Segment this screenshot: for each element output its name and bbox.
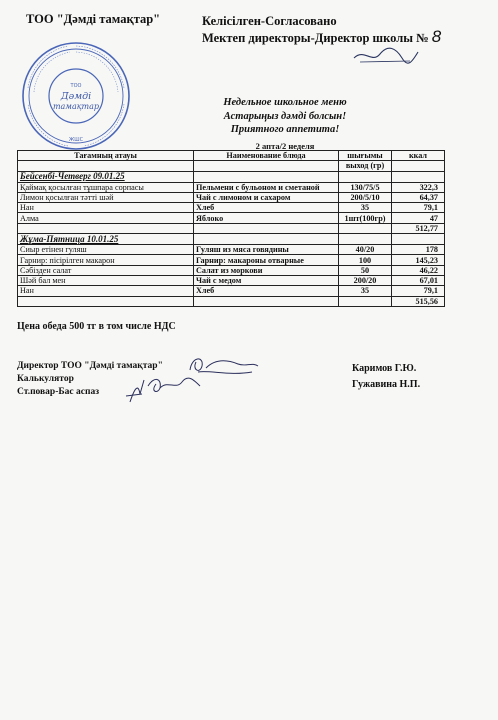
signer-names xyxy=(352,361,420,393)
cell-kcal: 145,23 xyxy=(392,255,445,265)
cell-name-kz: Гарнир: пісірілген макарон xyxy=(18,255,194,265)
menu-title-line-2: Астарыңыз дәмді болсын! xyxy=(223,110,347,122)
stamp-center-line-1: ТОО xyxy=(70,83,82,89)
cell-name-ru: Хлеб xyxy=(194,203,339,213)
total-row xyxy=(18,223,445,233)
cell-name-ru: Чай с медом xyxy=(194,275,339,285)
cell-yield: 35 xyxy=(339,203,392,213)
week-label: 2 апта/2 неделя xyxy=(255,141,315,151)
menu-title-line-3: Приятного аппетита! xyxy=(230,124,340,135)
name-director: Каримов Г.Ю. xyxy=(352,363,417,374)
cell-name-ru: Хлеб xyxy=(194,286,339,296)
stamp-center-line-2: Дәмді xyxy=(60,91,92,102)
cell-name-kz: Сиыр етінен гуляш xyxy=(18,245,194,255)
header-yield-ru: выход (гр) xyxy=(339,161,392,171)
table-row xyxy=(18,203,445,213)
cell-kcal: 64,37 xyxy=(392,192,445,202)
name-calculator: Гужавина Н.П. xyxy=(352,379,421,390)
cell-kcal: 322,3 xyxy=(392,182,445,192)
cell-name-ru: Чай с лимоном и сахаром xyxy=(194,192,339,202)
day-row xyxy=(18,171,445,182)
company-stamp xyxy=(20,40,132,152)
cell-name-ru: Пельмени с бульоном и сметаной xyxy=(194,182,339,192)
company-name: ТОО "Дәмді тамақтар" xyxy=(26,12,161,26)
cell-yield: 35 xyxy=(339,286,392,296)
cell-name-kz: Шәй бал мен xyxy=(18,275,194,285)
cell-name-ru: Салат из моркови xyxy=(194,265,339,275)
table-row xyxy=(18,255,445,265)
school-director-signature xyxy=(350,44,420,66)
cell-name-kz: Лимон қосылған тәтті шәй xyxy=(18,192,194,202)
table-subheader-row xyxy=(18,161,445,171)
cell-name-ru: Яблоко xyxy=(194,213,339,223)
cell-yield: 200/5/10 xyxy=(339,192,392,202)
table-row xyxy=(18,265,445,275)
header-name-ru: Наименование блюда xyxy=(194,151,339,161)
cell-name-kz: Нан xyxy=(18,203,194,213)
menu-title-line-1: Недельное школьное меню xyxy=(223,97,347,108)
cell-yield: 40/20 xyxy=(339,245,392,255)
price-note: Цена обеда 500 тг в том числе НДС xyxy=(17,321,176,332)
cell-kcal: 178 xyxy=(392,245,445,255)
cell-kcal: 79,1 xyxy=(392,203,445,213)
cell-yield: 130/75/5 xyxy=(339,182,392,192)
signer-calculator: Калькулятор xyxy=(17,374,74,384)
handwritten-signatures xyxy=(120,350,260,408)
table-header-row xyxy=(18,151,445,161)
table-row xyxy=(18,182,445,192)
table-row xyxy=(18,192,445,202)
header-kcal: ккал xyxy=(392,151,445,161)
menu-title xyxy=(200,96,370,137)
day-total-kcal: 515,56 xyxy=(392,296,445,306)
school-number: 8 xyxy=(431,27,442,46)
cell-name-kz: Қаймақ қосылған тұшпара сорпасы xyxy=(18,182,194,192)
menu-table xyxy=(17,150,445,307)
table-row xyxy=(18,213,445,223)
cell-name-kz: Нан xyxy=(18,286,194,296)
cell-kcal: 46,22 xyxy=(392,265,445,275)
signer-chef: Ст.повар-Бас аспаз xyxy=(17,387,100,397)
cell-yield: 1шт(100гр) xyxy=(339,213,392,223)
cell-yield: 50 xyxy=(339,265,392,275)
cell-name-kz: Сәбізден салат xyxy=(18,265,194,275)
day-label: Жұма-Пятница 10.01.25 xyxy=(18,234,194,245)
total-row xyxy=(18,296,445,306)
table-row xyxy=(18,245,445,255)
cell-name-ru: Гуляш из мяса говядины xyxy=(194,245,339,255)
table-row xyxy=(18,286,445,296)
cell-name-ru: Гарнир: макароны отварные xyxy=(194,255,339,265)
cell-name-kz: Алма xyxy=(18,213,194,223)
cell-yield: 100 xyxy=(339,255,392,265)
table-row xyxy=(18,275,445,285)
cell-kcal: 67,01 xyxy=(392,275,445,285)
approval-block xyxy=(202,14,441,46)
header-name-kz: Тағамның атауы xyxy=(18,151,194,161)
approval-line-1: Келісілген-Согласовано xyxy=(202,14,337,28)
stamp-bottom-text: ЖШС xyxy=(68,137,84,143)
day-label: Бейсенбі-Четверг 09.01.25 xyxy=(18,171,194,182)
cell-kcal: 47 xyxy=(392,213,445,223)
day-total-kcal: 512,77 xyxy=(392,223,445,233)
stamp-center-line-3: тамақтар xyxy=(52,102,100,111)
header-yield-kz: шығымы xyxy=(339,151,392,161)
cell-yield: 200/20 xyxy=(339,275,392,285)
cell-kcal: 79,1 xyxy=(392,286,445,296)
director-title: Мектеп директоры-Директор школы № xyxy=(202,31,429,45)
day-row xyxy=(18,234,445,245)
signer-director: Директор ТОО "Дәмді тамақтар" xyxy=(17,361,163,371)
